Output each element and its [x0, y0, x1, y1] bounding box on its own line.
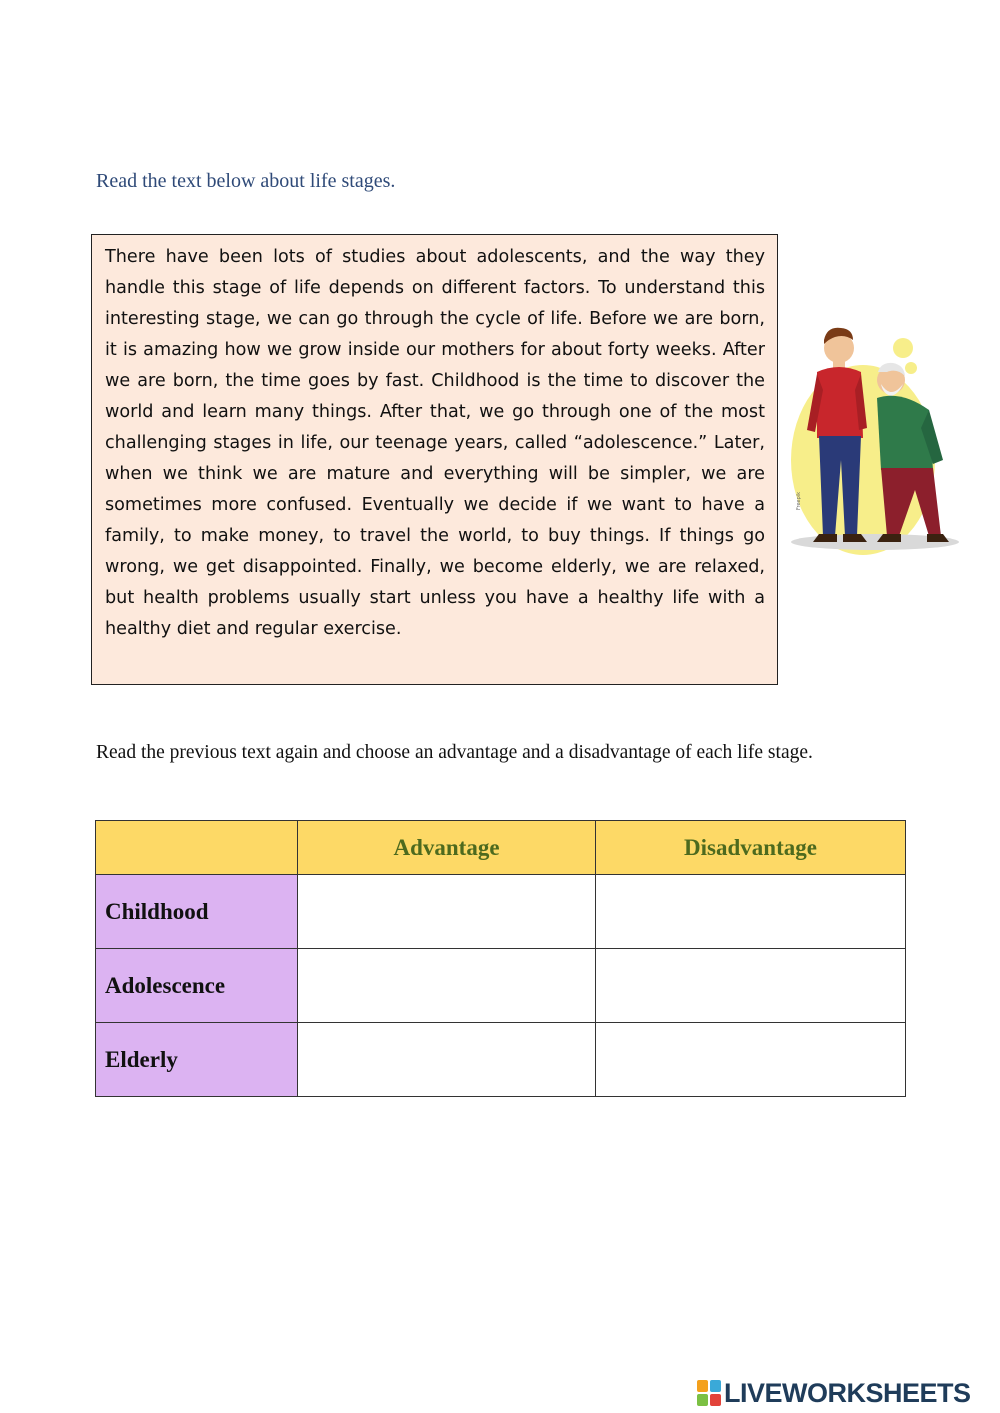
header-empty-cell	[96, 821, 298, 875]
liveworksheets-logo-icon	[697, 1380, 721, 1406]
reading-passage-box	[91, 234, 778, 685]
brand-name: LIVEWORKSHEETS	[724, 1377, 971, 1408]
liveworksheets-brand	[697, 1378, 971, 1408]
table-row	[96, 875, 906, 949]
childhood-advantage-cell[interactable]	[298, 875, 596, 949]
table-row	[96, 949, 906, 1023]
young-man-and-elderly-man-icon	[783, 310, 959, 555]
illustration-credit: Freepik	[796, 491, 802, 510]
header-advantage: Advantage	[298, 821, 596, 875]
row-label-adolescence: Adolescence	[96, 949, 298, 1023]
adolescence-advantage-cell[interactable]	[298, 949, 596, 1023]
childhood-disadvantage-cell[interactable]	[596, 875, 906, 949]
row-label-elderly: Elderly	[96, 1023, 298, 1097]
life-stages-table	[95, 820, 906, 1097]
header-disadvantage: Disadvantage	[596, 821, 906, 875]
life-stages-illustration	[783, 310, 959, 555]
instruction-text: Read the previous text again and choose an advantage and a disadvantage of each life stage.	[96, 742, 813, 763]
row-label-childhood: Childhood	[96, 875, 298, 949]
intro-text: Read the text below about life stages.	[96, 170, 396, 192]
adolescence-disadvantage-cell[interactable]	[596, 949, 906, 1023]
reading-passage-text: There have been lots of studies about adolescents, and the way they handle this stage of life depends on different factors. To understand this interesting stage, we can go through the cycle of life. Before we are born, it is amazing how we grow inside our mothers for about forty weeks. After we are born, the time goes by fast. Childhood is the time to discover the world and learn many things. After that, we go through one of the most challenging stages in life, our teenage years, called “adolescence.” Later, when we think we are mature and everything will be simpler, we are sometimes more confused. Eventually we decide if we want to have a family, to make money, to travel the world, to buy things. If things go wrong, we get disappointed. Finally, we become elderly, we are relaxed, but health problems usually start unless you have a healthy life with a healthy diet and regular exercise.	[105, 247, 765, 639]
table-header-row	[96, 821, 906, 875]
elderly-disadvantage-cell[interactable]	[596, 1023, 906, 1097]
elderly-advantage-cell[interactable]	[298, 1023, 596, 1097]
table-row	[96, 1023, 906, 1097]
